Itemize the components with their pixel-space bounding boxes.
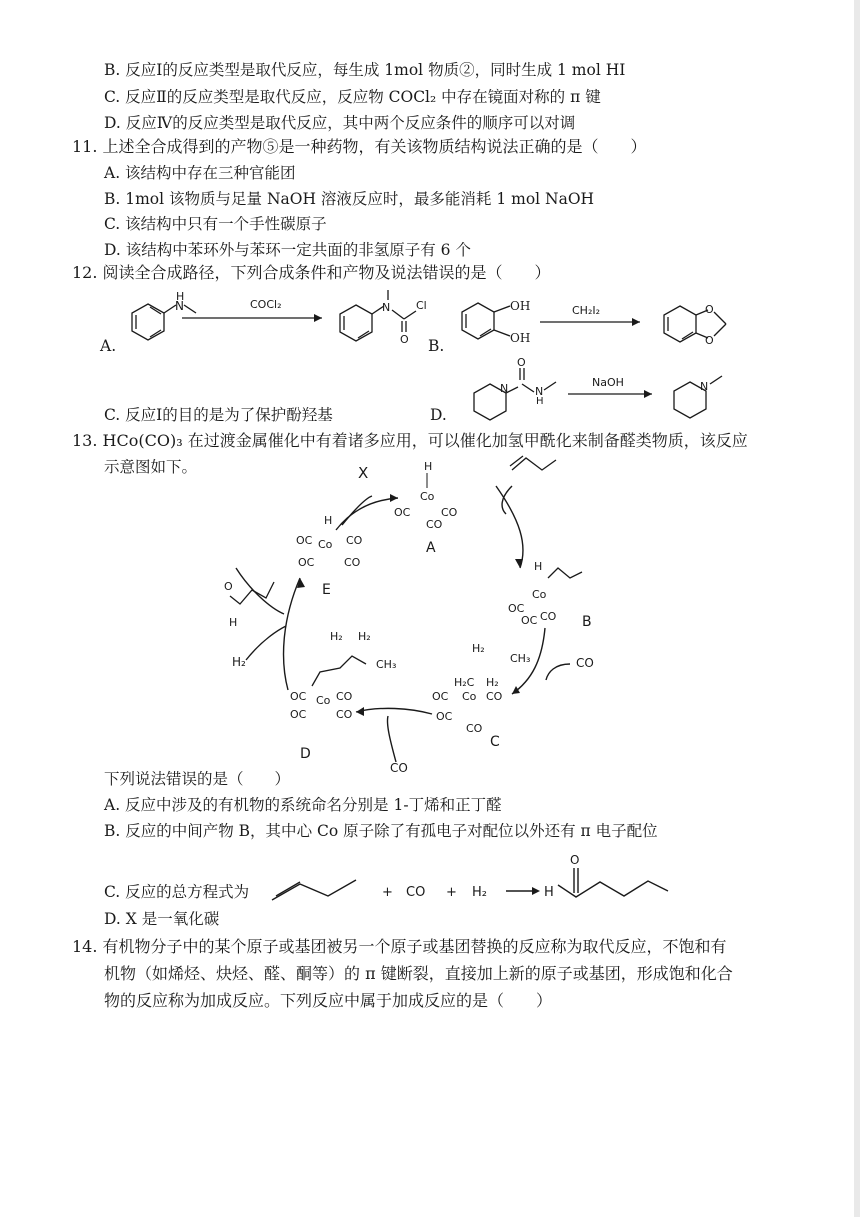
svg-text:O: O	[705, 303, 714, 316]
svg-text:+: +	[446, 885, 457, 900]
q11-option-d: D. 该结构中苯环外与苯环一定共面的非氢原子有 6 个	[104, 241, 471, 259]
q14-line-3: 物的反应称为加成反应。下列反应中属于加成反应的是（ ）	[104, 991, 553, 1010]
q12-d-reagent: NaOH	[592, 376, 624, 389]
q10-option-b: B. 反应Ⅰ的反应类型是取代反应，每生成 1mol 物质②，同时生成 1 mol HI	[104, 61, 626, 79]
svg-text:CH₃: CH₃	[376, 658, 397, 671]
q11-stem: 11. 上述全合成得到的产物⑤是一种药物，有关该物质结构说法正确的是（ ）	[72, 137, 647, 156]
cycle-label-a: A	[426, 540, 436, 556]
svg-text:H: H	[544, 885, 554, 900]
svg-text:OC: OC	[394, 506, 411, 519]
q13-stem-1: 13. HCo(CO)₃ 在过渡金属催化中有着诸多应用，可以催化加氢甲酰化来制备醛类物质，该反应	[72, 431, 748, 450]
svg-text:N: N	[500, 382, 509, 395]
svg-text:Cl: Cl	[416, 299, 427, 312]
svg-text:H: H	[536, 396, 544, 407]
svg-text:Co: Co	[316, 694, 331, 707]
q13-ask: 下列说法错误的是（ ）	[104, 770, 291, 788]
svg-text:Co: Co	[532, 588, 547, 601]
cycle-label-d: D	[300, 746, 311, 762]
svg-text:N: N	[382, 301, 391, 314]
svg-text:H₂: H₂	[358, 630, 371, 643]
q13-option-a: A. 反应中涉及的有机物的系统命名分别是 1-丁烯和正丁醛	[104, 796, 502, 814]
q10-option-d: D. 反应Ⅳ的反应类型是取代反应，其中两个反应条件的顺序可以对调	[104, 114, 576, 132]
svg-text:OC: OC	[296, 534, 313, 547]
svg-text:O: O	[400, 333, 409, 346]
svg-text:H₂C: H₂C	[454, 676, 475, 689]
svg-text:CH₃: CH₃	[510, 652, 531, 665]
cycle-label-b: B	[582, 614, 592, 630]
svg-text:CO: CO	[344, 556, 361, 569]
svg-text:OC: OC	[290, 708, 307, 721]
svg-text:CO: CO	[336, 690, 353, 703]
cycle-label-c: C	[490, 734, 500, 750]
equation-co: CO	[406, 885, 426, 900]
q12-option-c: C. 反应Ⅰ的目的是为了保护酚羟基	[104, 406, 333, 424]
svg-text:H: H	[534, 560, 543, 573]
svg-text:CO: CO	[441, 506, 458, 519]
svg-text:OC: OC	[436, 710, 453, 723]
cycle-co-in-2: CO	[390, 761, 408, 775]
q12-option-a-label: A.	[100, 337, 117, 355]
svg-text:H₂: H₂	[330, 630, 343, 643]
svg-text:OC: OC	[432, 690, 449, 703]
q12-a-n-label: N	[175, 299, 184, 313]
svg-text:O: O	[224, 580, 233, 593]
q11-option-b: B. 1mol 该物质与足量 NaOH 溶液反应时，最多能消耗 1 mol NaOH	[104, 190, 595, 208]
svg-text:+: +	[382, 885, 393, 900]
svg-text:N: N	[535, 385, 544, 398]
q12-stem: 12. 阅读全合成路径，下列合成条件和产物及说法错误的是（ ）	[72, 263, 551, 282]
svg-text:OC: OC	[298, 556, 315, 569]
svg-text:O: O	[705, 334, 714, 347]
equation-h2: H₂	[472, 885, 487, 900]
svg-text:OH: OH	[510, 331, 531, 345]
q12-a-reagent: COCl₂	[250, 298, 282, 311]
svg-text:O: O	[570, 853, 580, 867]
q14-line-1: 14. 有机物分子中的某个原子或基团被另一个原子或基团替换的反应称为取代反应，不饱和有	[72, 937, 727, 956]
svg-text:H₂: H₂	[472, 642, 485, 655]
svg-text:OH: OH	[510, 299, 531, 313]
svg-text:OC: OC	[290, 690, 307, 703]
q13-option-b: B. 反应的中间产物 B，其中心 Co 原子除了有孤电子对配位以外还有 π 电子配位	[104, 822, 658, 840]
svg-text:Co: Co	[318, 538, 333, 551]
svg-text:H: H	[424, 460, 433, 473]
svg-text:CO: CO	[466, 722, 483, 735]
q12-b-reagent: CH₂I₂	[572, 304, 601, 317]
svg-text:N: N	[700, 380, 709, 393]
q13-option-c: C. 反应的总方程式为	[104, 883, 250, 901]
svg-text:CO: CO	[336, 708, 353, 721]
q10-option-c: C. 反应Ⅱ的反应类型是取代反应，反应物 COCl₂ 中存在镜面对称的 π 键	[104, 88, 601, 106]
svg-text:CO: CO	[540, 610, 557, 623]
q13-option-d: D. X 是一氧化碳	[104, 910, 220, 928]
q12-a-nh-label: H	[176, 290, 185, 303]
svg-text:H: H	[229, 616, 238, 629]
cycle-co-in-1: CO	[576, 656, 594, 670]
svg-text:CO: CO	[426, 518, 443, 531]
q11-option-c: C. 该结构中只有一个手性碳原子	[104, 215, 327, 233]
svg-text:CO: CO	[346, 534, 363, 547]
svg-text:H₂: H₂	[486, 676, 499, 689]
q14-line-2: 机物（如烯烃、炔烃、醛、酮等）的 π 键断裂，直接加上新的原子或基团，形成饱和化合	[104, 964, 733, 983]
svg-text:O: O	[517, 356, 526, 369]
q12-option-b-label: B.	[428, 337, 445, 355]
cycle-label-e: E	[322, 582, 331, 598]
q12-option-d-label: D.	[430, 406, 447, 424]
svg-text:OC: OC	[521, 614, 538, 627]
svg-text:Co: Co	[420, 490, 435, 503]
cycle-h2-in: H₂	[232, 655, 246, 669]
q13-stem-2: 示意图如下。	[104, 458, 198, 476]
svg-text:CO: CO	[486, 690, 503, 703]
svg-text:OC: OC	[508, 602, 525, 615]
svg-text:Co: Co	[462, 690, 477, 703]
q11-option-a: A. 该结构中存在三种官能团	[104, 164, 296, 182]
cycle-x-label: X	[358, 464, 369, 482]
svg-text:H: H	[324, 514, 333, 527]
